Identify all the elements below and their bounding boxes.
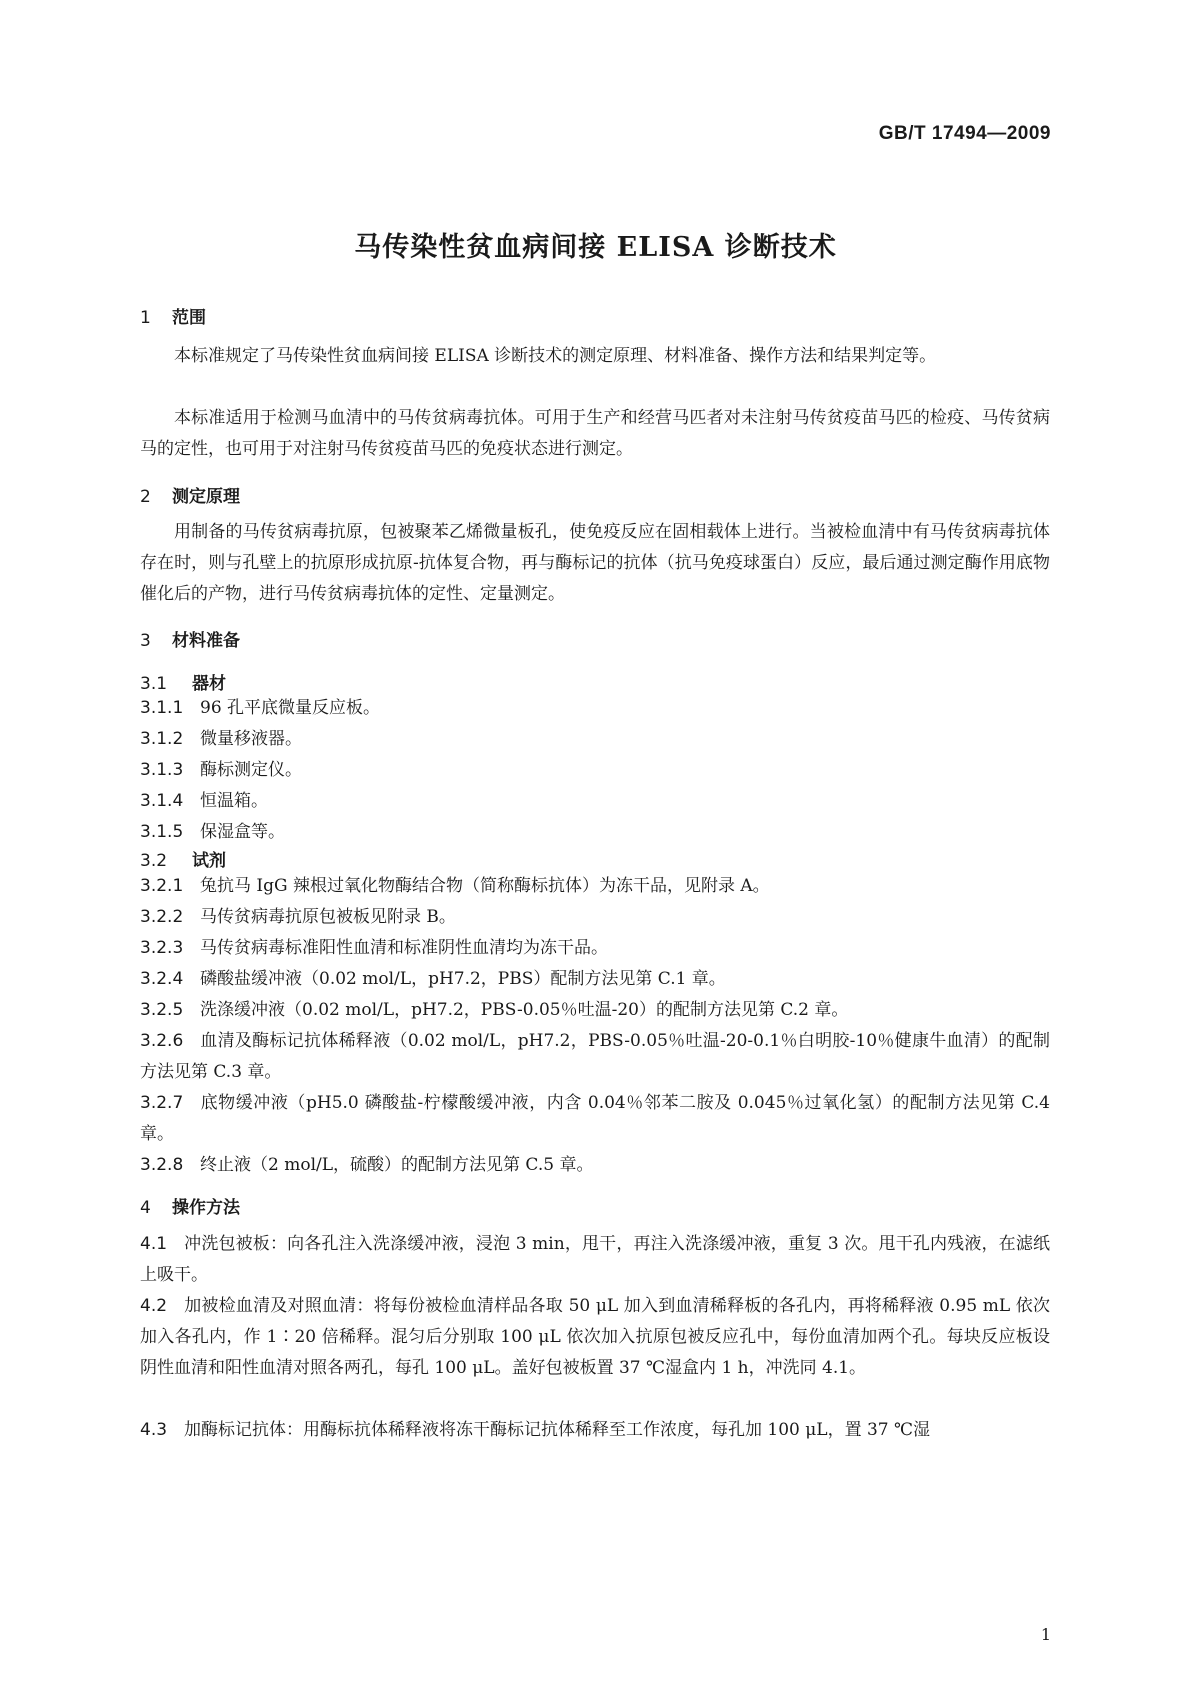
subsection-number: 3.1 (140, 674, 168, 694)
clause-item: 3.1.4 恒温箱。 (140, 791, 268, 811)
subsection-number: 3.2 (140, 851, 168, 871)
section-number: 2 (140, 487, 151, 507)
document-title: 马传染性贫血病间接 ELISA 诊断技术 (354, 232, 837, 263)
clause-item: 3.2.1 兔抗马 IgG 辣根过氧化物酶结合物（简称酶标抗体）为冻干品，见附录 A。 (140, 876, 770, 896)
section-title: 测定原理 (172, 487, 240, 507)
section-title: 范围 (172, 308, 206, 328)
subsection-heading-reagents (140, 846, 226, 871)
clause-item: 3.2.4 磷酸盐缓冲液（0.02 mol/L，pH7.2，PBS）配制方法见第 C.1 章。 (140, 969, 726, 989)
page-number: 1 (1040, 1625, 1051, 1644)
clause-item: 3.1.5 保湿盒等。 (140, 822, 285, 842)
clause-item: 3.2.2 马传贫病毒抗原包被板见附录 B。 (140, 907, 456, 927)
clause-item: 3.1.1 96 孔平底微量反应板。 (140, 698, 381, 718)
clause-item: 3.2.5 洗涤缓冲液（0.02 mol/L，pH7.2，PBS-0.05％吐温-20）的配制方法见第 C.2 章。 (140, 1000, 849, 1020)
clause-item: 3.1.2 微量移液器。 (140, 729, 302, 749)
section-number: 1 (140, 308, 151, 328)
clause-item: 4.1 冲洗包被板：向各孔注入洗涤缓冲液，浸泡 3 min，甩干，再注入洗涤缓冲液，重复 3 次。甩干孔内残液，在滤纸上吸干。 (140, 1234, 1050, 1285)
paragraph: 用制备的马传贫病毒抗原，包被聚苯乙烯微量板孔，使免疫反应在固相载体上进行。当被检血清中有马传贫病毒抗体存在时，则与孔壁上的抗原形成抗原-抗体复合物，再与酶标记的抗体（抗马免疫球蛋白）反应，最后通过测定酶作用底物催化后的产物，进行马传贫病毒抗体的定性、定量测定。 (140, 522, 1050, 604)
section-heading-materials (140, 626, 240, 651)
standard-code: GB/T 17494—2009 (878, 123, 1051, 144)
paragraph: 本标准适用于检测马血清中的马传贫病毒抗体。可用于生产和经营马匹者对未注射马传贫疫苗马匹的检疫、马传贫病马的定性，也可用于对注射马传贫疫苗马匹的免疫状态进行测定。 (140, 408, 1050, 459)
subsection-heading-equipment (140, 669, 226, 694)
clause-item: 4.3 加酶标记抗体：用酶标抗体稀释液将冻干酶标记抗体稀释至工作浓度，每孔加 100 μL，置 37 ℃湿 (140, 1420, 931, 1440)
section-number: 4 (140, 1198, 151, 1218)
clause-item: 3.2.3 马传贫病毒标准阳性血清和标准阴性血清均为冻干品。 (140, 938, 608, 958)
section-title: 操作方法 (172, 1198, 240, 1218)
clause-item: 3.1.3 酶标测定仪。 (140, 760, 302, 780)
subsection-title: 器材 (192, 674, 226, 694)
section-heading-procedure (140, 1193, 240, 1218)
clause-item: 4.2 加被检血清及对照血清：将每份被检血清样品各取 50 μL 加入到血清稀释板的各孔内，再将稀释液 0.95 mL 依次加入各孔内，作 1∶20 倍稀释。混匀后分别取 100 μL 依次加入抗原包被反应孔中，每份血清加两个孔。每块反应板设阴性血清和阳性血清对照各两孔，每孔 100 μL。盖好包被板置 37 ℃湿盒内 1 h，冲洗同 4.1。 (140, 1296, 1050, 1378)
paragraph: 本标准规定了马传染性贫血病间接 ELISA 诊断技术的测定原理、材料准备、操作方法和结果判定等。 (174, 346, 937, 366)
clause-item: 3.2.8 终止液（2 mol/L，硫酸）的配制方法见第 C.5 章。 (140, 1155, 594, 1175)
subsection-title: 试剂 (192, 851, 226, 871)
section-title: 材料准备 (172, 631, 240, 651)
clause-item: 3.2.7 底物缓冲液（pH5.0 磷酸盐-柠檬酸缓冲液，内含 0.04％邻苯二胺及 0.045％过氧化氢）的配制方法见第 C.4 章。 (140, 1093, 1050, 1144)
section-number: 3 (140, 631, 151, 651)
section-heading-principle (140, 482, 240, 507)
section-heading-scope (140, 303, 206, 328)
clause-item: 3.2.6 血清及酶标记抗体稀释液（0.02 mol/L，pH7.2，PBS-0.05％吐温-20-0.1％白明胶-10％健康牛血清）的配制方法见第 C.3 章。 (140, 1031, 1050, 1082)
